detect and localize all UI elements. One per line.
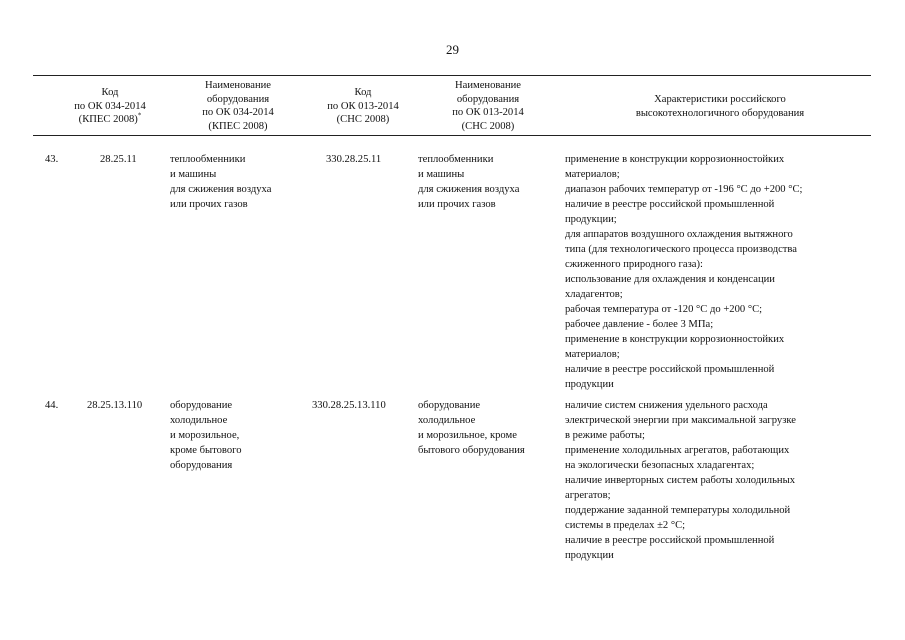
header-name-okpd: Наименование оборудования по ОК 034-2014 (КПЕС 2008) [202,80,274,132]
row-number: 44. [45,400,59,411]
row-name-okved: оборудование холодильное и морозильное, кроме бытового оборудования [418,400,525,456]
row-name-okpd: теплообменники и машины для сжижения воздуха или прочих газов [170,154,272,210]
row-name-okpd: оборудование холодильное и морозильное, кроме бытового оборудования [170,400,242,471]
header-code-okpd [40,86,180,127]
table-top-rule [33,75,871,76]
header-footnote-mark: * [137,111,142,120]
row-code-okpd: 28.25.13.110 [87,400,143,411]
header-code-okved: Код по ОК 013-2014 (СНС 2008) [327,87,399,125]
page-number: 29 [446,42,459,57]
row-name-okved: теплообменники и машины для сжижения воздуха или прочих газов [418,154,520,210]
table-header-rule [33,135,871,136]
row-code-okpd: 28.25.11 [100,154,137,165]
row-code-okved: 330.28.25.13.110 [312,400,386,411]
row-number: 43. [45,154,59,165]
row-code-okved: 330.28.25.11 [326,154,382,165]
row-characteristics: наличие систем снижения удельного расхода электрической энергии при максимальной загрузке в режиме работы; применение холодильных агрегатов, работающих на экологически безопасных хладагентах; наличие инверторных систем работы холодильных агрегатов; поддержание заданной температуры холодильной системы в пределах ±2 °С; наличие в реестре российской промышленной продукции [565,400,796,561]
header-code-okpd-text: Код по ОК 034-2014 (КПЕС 2008) [74,87,146,125]
row-characteristics: применение в конструкции коррозионностойких материалов; диапазон рабочих температур от -196 °С до +200 °С; наличие в реестре российской промышленной продукции; для аппаратов воздушного охлаждения вытяжного типа (для технологического процесса производства сжиженного природного газа): использование для охлаждения и конденсации хладагентов; рабочая температура от -120 °С до +200 °С; рабочее давление - более 3 МПа; применение в конструкции коррозионностойких материалов; наличие в реестре российской промышленной продукции [565,154,803,390]
header-characteristics: Характеристики российского высокотехнологичного оборудования [635,94,805,119]
header-name-okved: Наименование оборудования по ОК 013-2014 (СНС 2008) [452,80,524,132]
